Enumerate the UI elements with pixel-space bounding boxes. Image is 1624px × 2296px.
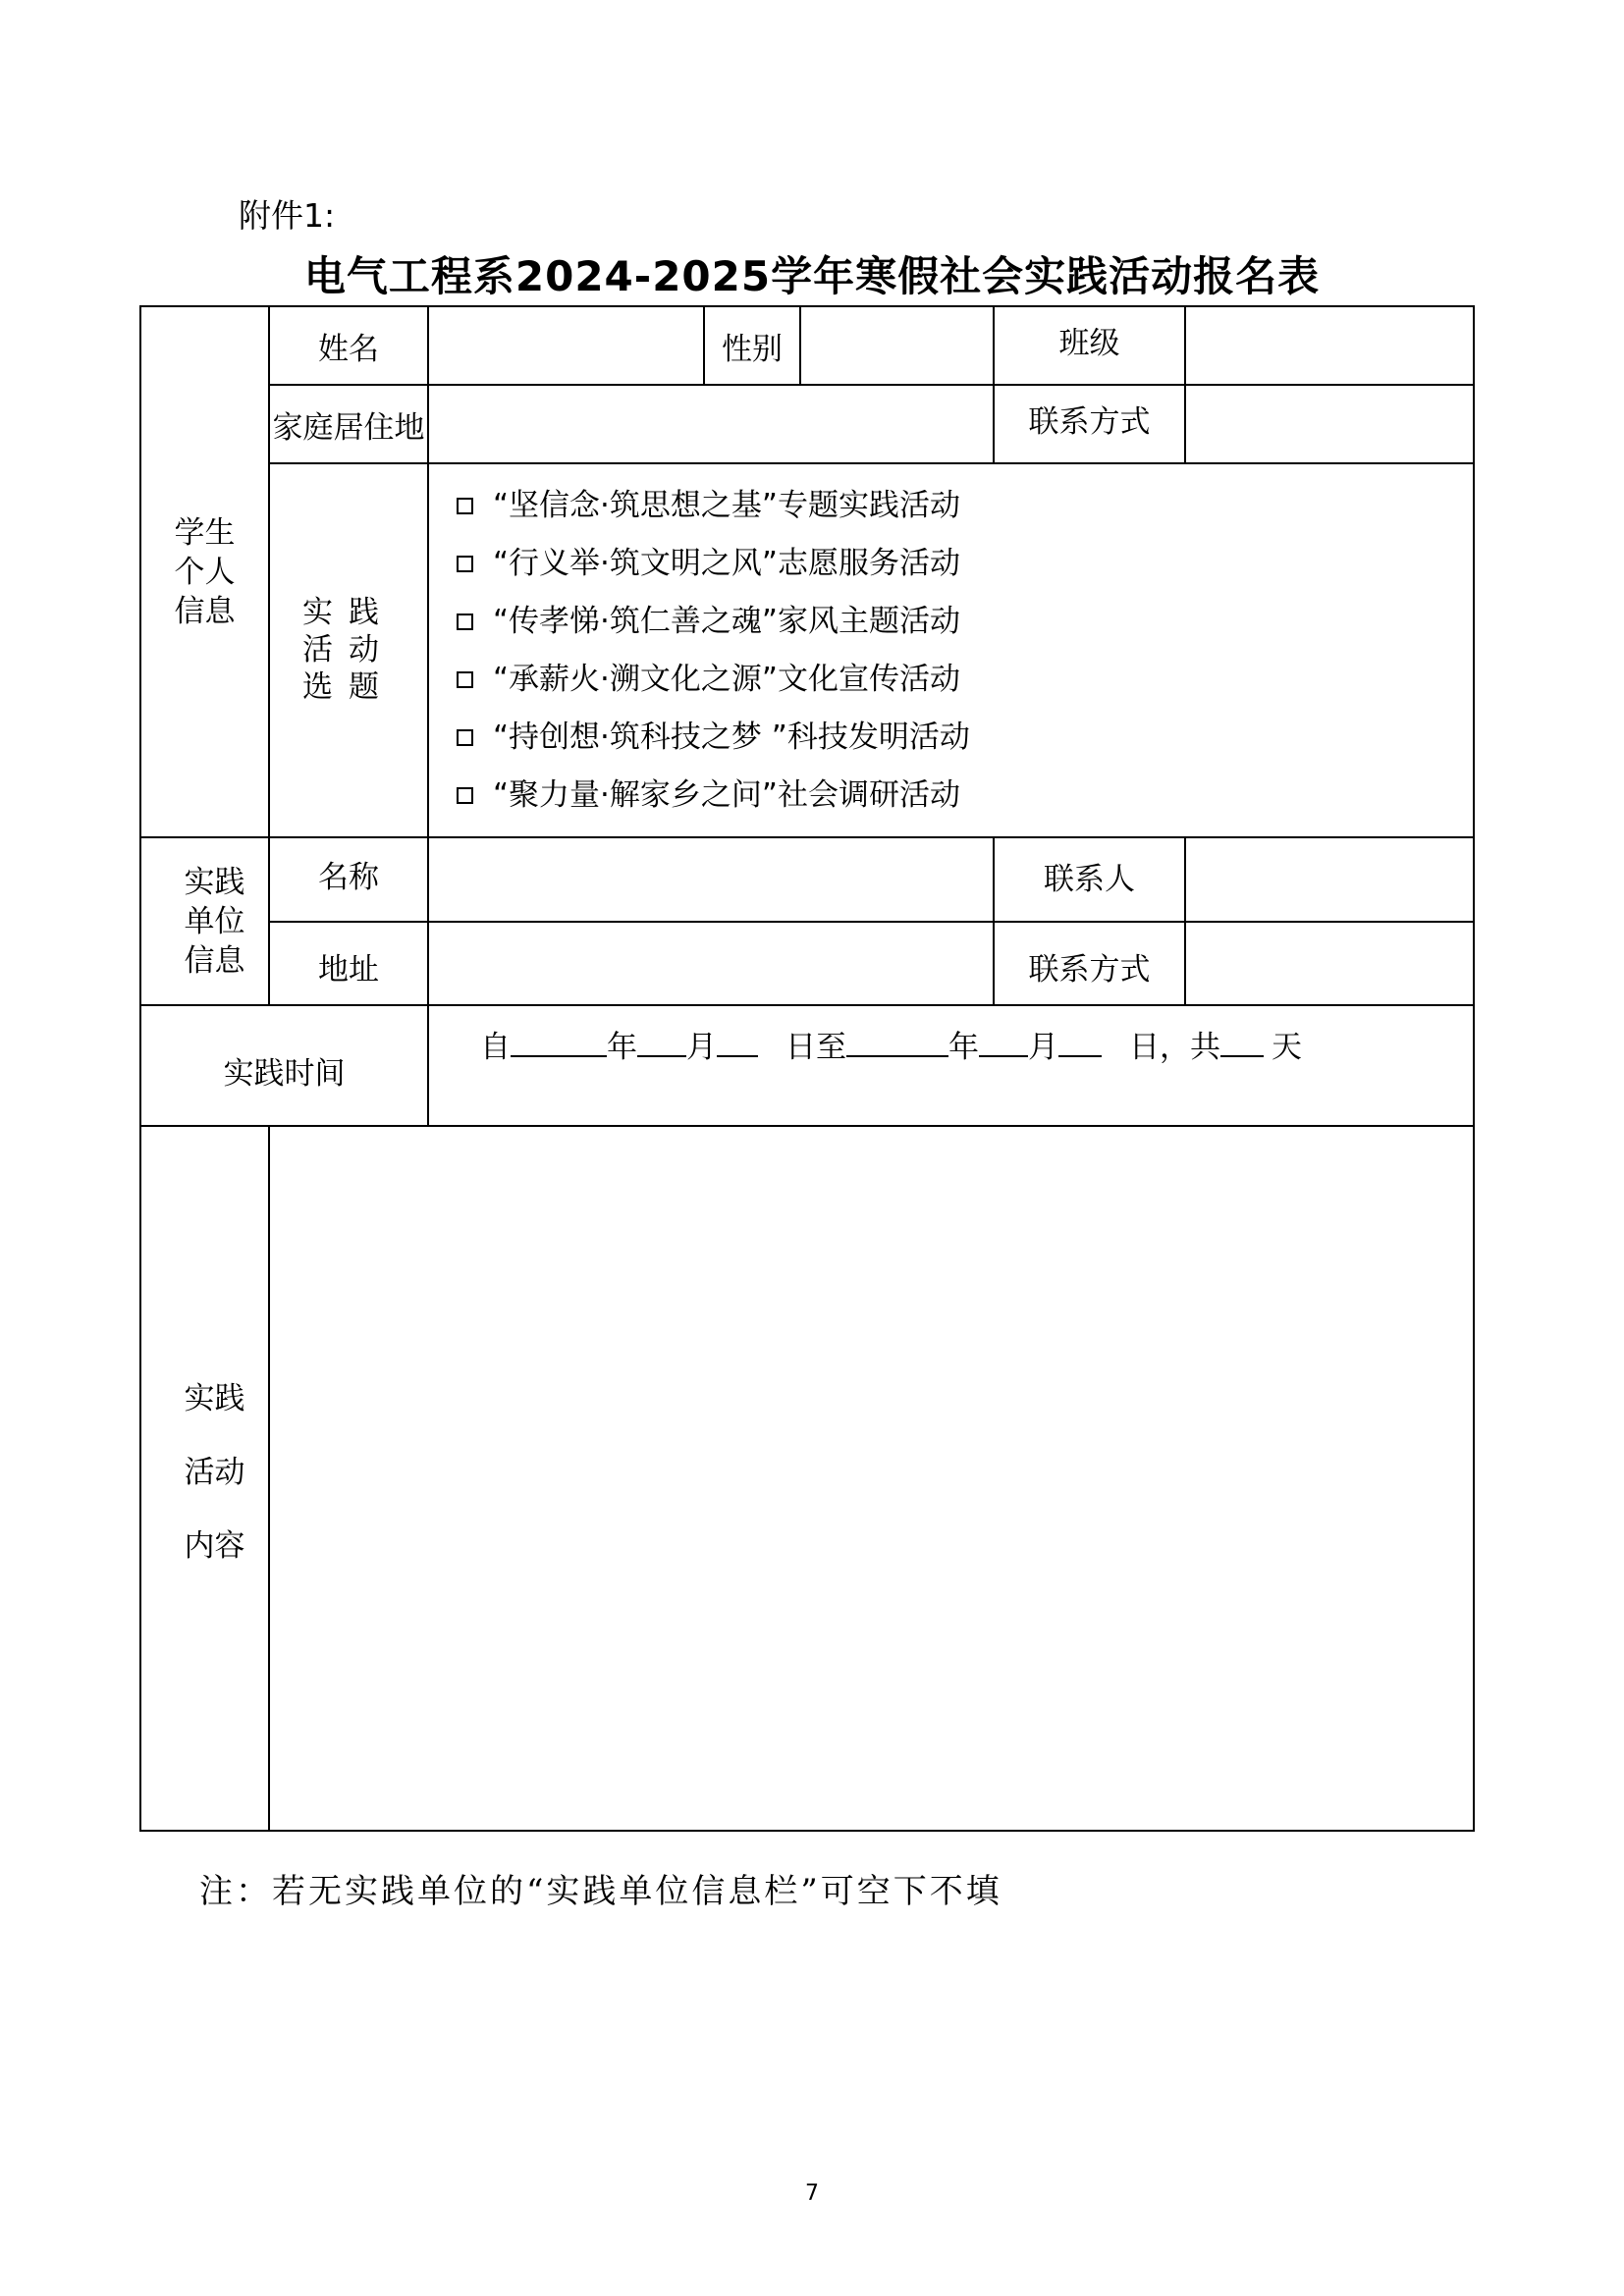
- end-year-blank[interactable]: [846, 1026, 948, 1057]
- student-contact-label: [994, 385, 1185, 463]
- topic-option-label: “持创想·筑科技之梦 ”科技发明活动: [493, 720, 970, 755]
- checkbox-icon[interactable]: [457, 556, 473, 572]
- gender-field[interactable]: [800, 306, 994, 385]
- unit-info-group-label: [140, 837, 269, 1005]
- unit-info-label-line-3: 信息: [184, 942, 245, 979]
- topic-option[interactable]: [457, 709, 1473, 767]
- checkbox-icon[interactable]: [457, 671, 473, 688]
- home-label: [269, 385, 428, 463]
- unit-address-label-text: 地址: [318, 951, 379, 988]
- topic-option[interactable]: [457, 593, 1473, 651]
- topic-list: [457, 477, 1473, 825]
- period-field: [428, 1005, 1474, 1126]
- content-label-line-1: 实践: [184, 1380, 245, 1416]
- topic-option[interactable]: [457, 651, 1473, 709]
- total-days-blank[interactable]: [1220, 1026, 1264, 1057]
- home-field[interactable]: [428, 385, 994, 463]
- registration-form-table: [139, 305, 1475, 1832]
- contact-person-label: [994, 837, 1185, 922]
- unit-address-field[interactable]: [428, 922, 994, 1005]
- period-day-total: 日，共: [1129, 1029, 1220, 1065]
- topic-option-label: “行义举·筑文明之风”志愿服务活动: [493, 546, 960, 581]
- student-info-label-line-2: 个人: [174, 554, 236, 590]
- topic-option-label: “聚力量·解家乡之问”社会调研活动: [493, 777, 960, 813]
- topic-option[interactable]: [457, 477, 1473, 535]
- period-year-2: 年: [948, 1029, 979, 1065]
- unit-name-label-text: 名称: [318, 860, 379, 895]
- topic-option[interactable]: [457, 535, 1473, 593]
- topic-option-label: “承薪火·溯文化之源”文化宣传活动: [493, 662, 960, 697]
- class-label: [994, 306, 1185, 385]
- name-label-text: 姓名: [318, 332, 379, 367]
- student-info-label-line-1: 学生: [174, 514, 236, 551]
- period-label-text: 实践时间: [223, 1055, 346, 1092]
- unit-name-label: [269, 837, 428, 922]
- start-day-blank[interactable]: [717, 1026, 758, 1057]
- period-month-2: 月: [1028, 1029, 1058, 1065]
- checkbox-icon[interactable]: [457, 787, 473, 804]
- content-label-line-2: 活动: [184, 1454, 245, 1490]
- attachment-label: 附件1:: [239, 196, 336, 235]
- topic-label: [269, 463, 428, 837]
- student-info-label-line-3: 信息: [174, 593, 236, 629]
- content-field[interactable]: [269, 1126, 1474, 1831]
- period-month-1: 月: [686, 1029, 717, 1065]
- unit-name-field[interactable]: [428, 837, 994, 922]
- page-number: 7: [805, 2181, 819, 2206]
- student-contact-label-text: 联系方式: [1028, 404, 1151, 440]
- name-label: [269, 306, 428, 385]
- period-line: [480, 1026, 1473, 1067]
- content-label: [140, 1126, 269, 1831]
- period-days-unit: 天: [1272, 1029, 1302, 1065]
- topic-option-label: “坚信念·筑思想之基”专题实践活动: [493, 488, 960, 523]
- end-month-blank[interactable]: [979, 1026, 1028, 1057]
- topic-option-label: “传孝悌·筑仁善之魂”家风主题活动: [493, 604, 960, 639]
- topic-label-line-1: 实践: [302, 595, 395, 630]
- student-info-group-label: [140, 306, 269, 837]
- home-label-text: 家庭居住地: [272, 410, 425, 446]
- topic-option[interactable]: [457, 767, 1473, 825]
- unit-contact-field[interactable]: [1185, 922, 1474, 1005]
- name-field[interactable]: [428, 306, 704, 385]
- document-title: 电气工程系2024-2025学年寒假社会实践活动报名表: [303, 252, 1321, 300]
- student-contact-field[interactable]: [1185, 385, 1474, 463]
- class-field[interactable]: [1185, 306, 1474, 385]
- start-month-blank[interactable]: [637, 1026, 686, 1057]
- period-day-to: 日至: [785, 1029, 846, 1065]
- topics-cell: [428, 463, 1474, 837]
- checkbox-icon[interactable]: [457, 614, 473, 630]
- unit-info-label-line-1: 实践: [184, 864, 245, 900]
- gender-label-text: 性别: [722, 332, 783, 367]
- end-day-blank[interactable]: [1058, 1026, 1102, 1057]
- period-from: 自: [480, 1029, 511, 1065]
- unit-contact-label-text: 联系方式: [1028, 951, 1151, 988]
- checkbox-icon[interactable]: [457, 498, 473, 514]
- gender-label: [704, 306, 800, 385]
- unit-address-label: [269, 922, 428, 1005]
- topic-label-line-2: 活动: [302, 632, 395, 667]
- start-year-blank[interactable]: [511, 1026, 607, 1057]
- content-label-line-3: 内容: [184, 1527, 245, 1564]
- checkbox-icon[interactable]: [457, 729, 473, 746]
- topic-label-line-3: 选题: [302, 669, 395, 705]
- period-year-1: 年: [607, 1029, 637, 1065]
- footer-note: 注：若无实践单位的“实践单位信息栏”可空下不填: [199, 1872, 1002, 1911]
- contact-person-label-text: 联系人: [1044, 862, 1135, 897]
- contact-person-field[interactable]: [1185, 837, 1474, 922]
- unit-info-label-line-2: 单位: [184, 903, 245, 939]
- class-label-text: 班级: [1058, 326, 1120, 361]
- period-label: [140, 1005, 428, 1126]
- unit-contact-label: [994, 922, 1185, 1005]
